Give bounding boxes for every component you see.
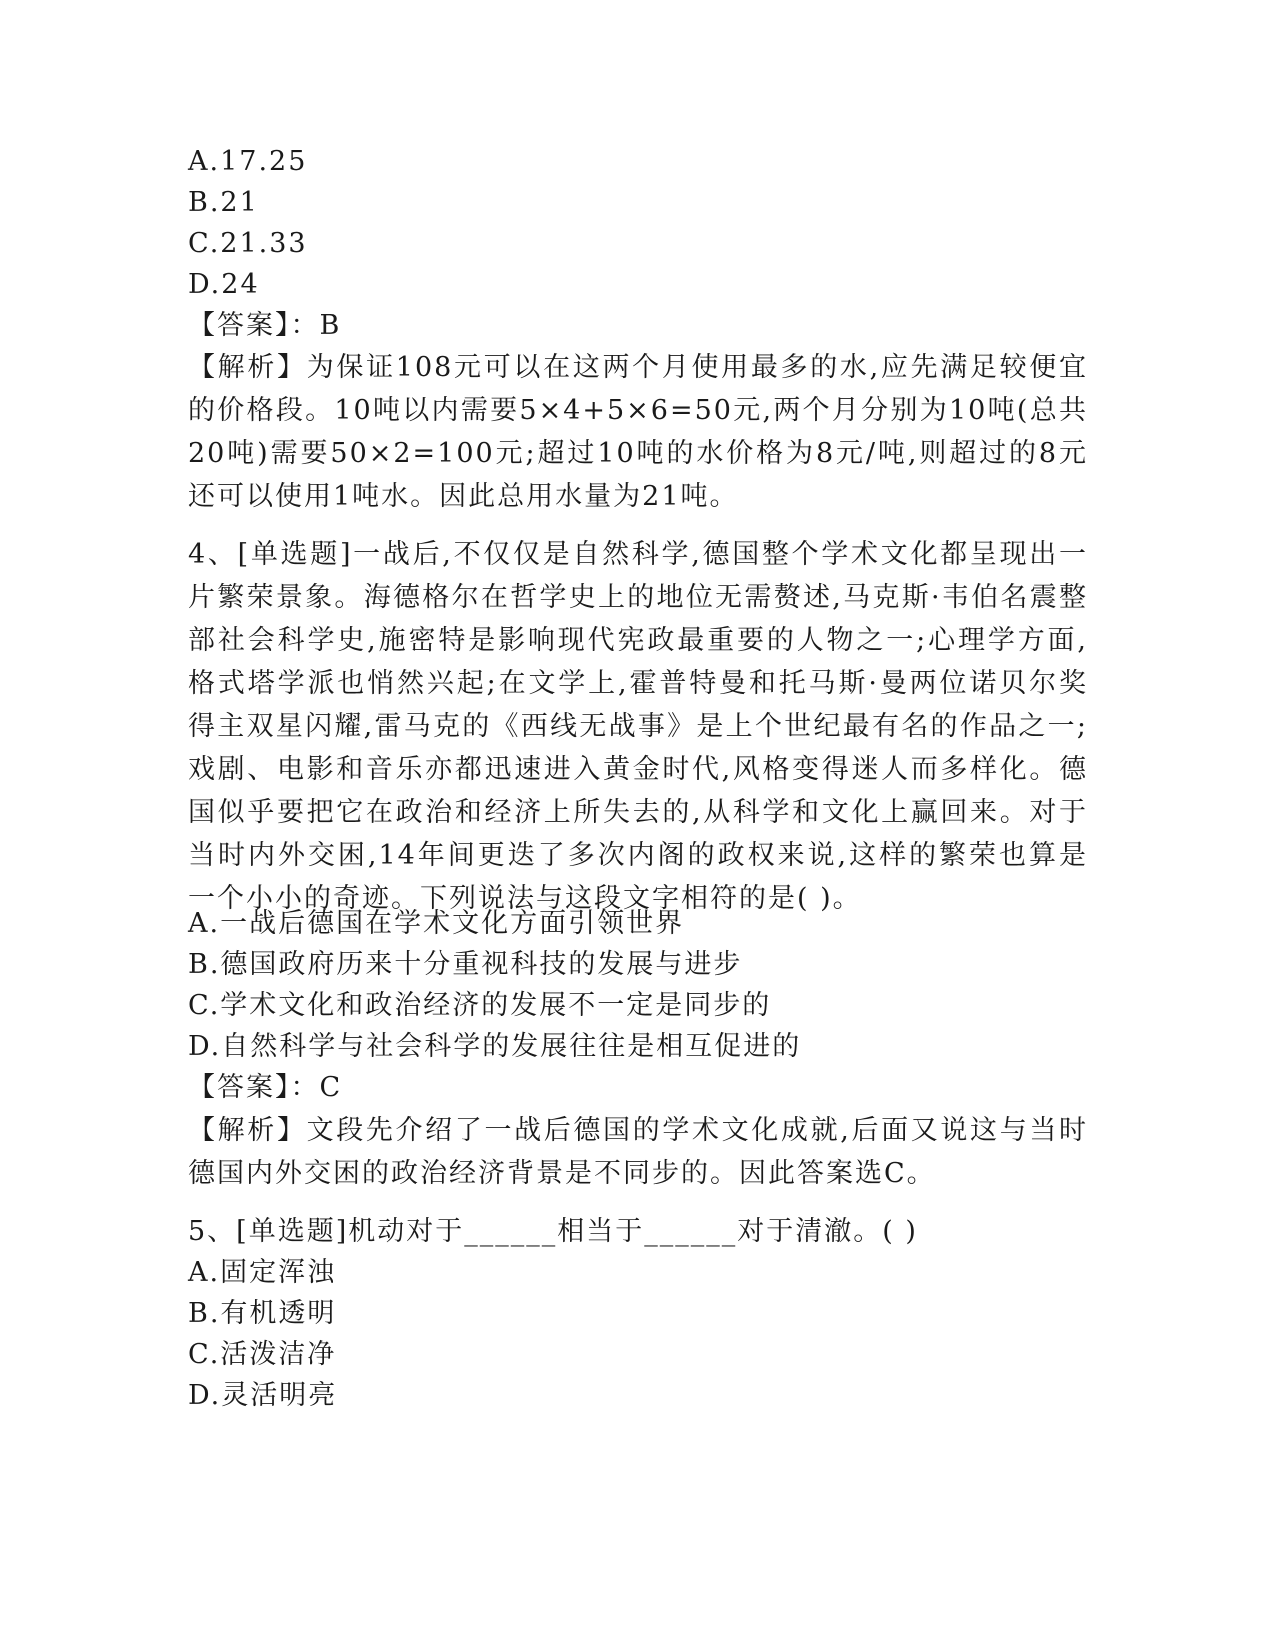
- q3-option-c: C.21.33: [188, 228, 308, 259]
- q4-option-a: A.一战后德国在学术文化方面引领世界: [188, 908, 685, 939]
- q3-option-a: A.17.25: [188, 146, 308, 177]
- q4-option-c: C.学术文化和政治经济的发展不一定是同步的: [188, 990, 772, 1021]
- q5-option-d: D.灵活明亮: [188, 1380, 338, 1411]
- q3-analysis: 【解析】为保证108元可以在这两个月使用最多的水,应先满足较便宜的价格段。10吨以内需要5×4+5×6=50元,两个月分别为10吨(总共20吨)需要50×2=100元;超过10吨的水价格为8元/吨,则超过的8元还可以使用1吨水。因此总用水量为21吨。: [188, 352, 1088, 512]
- q4-answer: 【答案】：C: [188, 1072, 343, 1103]
- q5-option-a: A.固定浑浊: [188, 1257, 337, 1288]
- q3-option-b: B.21: [188, 187, 259, 218]
- document-page: [188, 0, 1088, 1650]
- q4-stem: 4、[单选题]一战后,不仅仅是自然科学,德国整个学术文化都呈现出一片繁荣景象。海德格尔在哲学史上的地位无需赘述,马克斯·韦伯名震整部社会科学史,施密特是影响现代宪政最重要的人物之一;心理学方面,格式塔学派也悄然兴起;在文学上,霍普特曼和托马斯·曼两位诺贝尔奖得主双星闪耀,雷马克的《西线无战事》是上个世纪最有名的作品之一;戏剧、电影和音乐亦都迅速进入黄金时代,风格变得迷人而多样化。德国似乎要把它在政治和经济上所失去的,从科学和文化上赢回来。对于当时内外交困,14年间更迭了多次内阁的政权来说,这样的繁荣也算是一个小小的奇迹。下列说法与这段文字相符的是( )。: [188, 539, 1088, 914]
- q3-option-d: D.24: [188, 269, 260, 300]
- q5-stem: 5、[单选题]机动对于______相当于______对于清澈。( ): [188, 1216, 918, 1247]
- q5-option-b: B.有机透明: [188, 1298, 337, 1329]
- q5-option-c: C.活泼洁净: [188, 1339, 337, 1370]
- q3-answer: 【答案】：B: [188, 310, 342, 341]
- q4-option-d: D.自然科学与社会科学的发展往往是相互促进的: [188, 1031, 802, 1062]
- q4-analysis: 【解析】文段先介绍了一战后德国的学术文化成就,后面又说这与当时德国内外交困的政治经济背景是不同步的。因此答案选C。: [188, 1115, 1088, 1189]
- q4-option-b: B.德国政府历来十分重视科技的发展与进步: [188, 949, 743, 980]
